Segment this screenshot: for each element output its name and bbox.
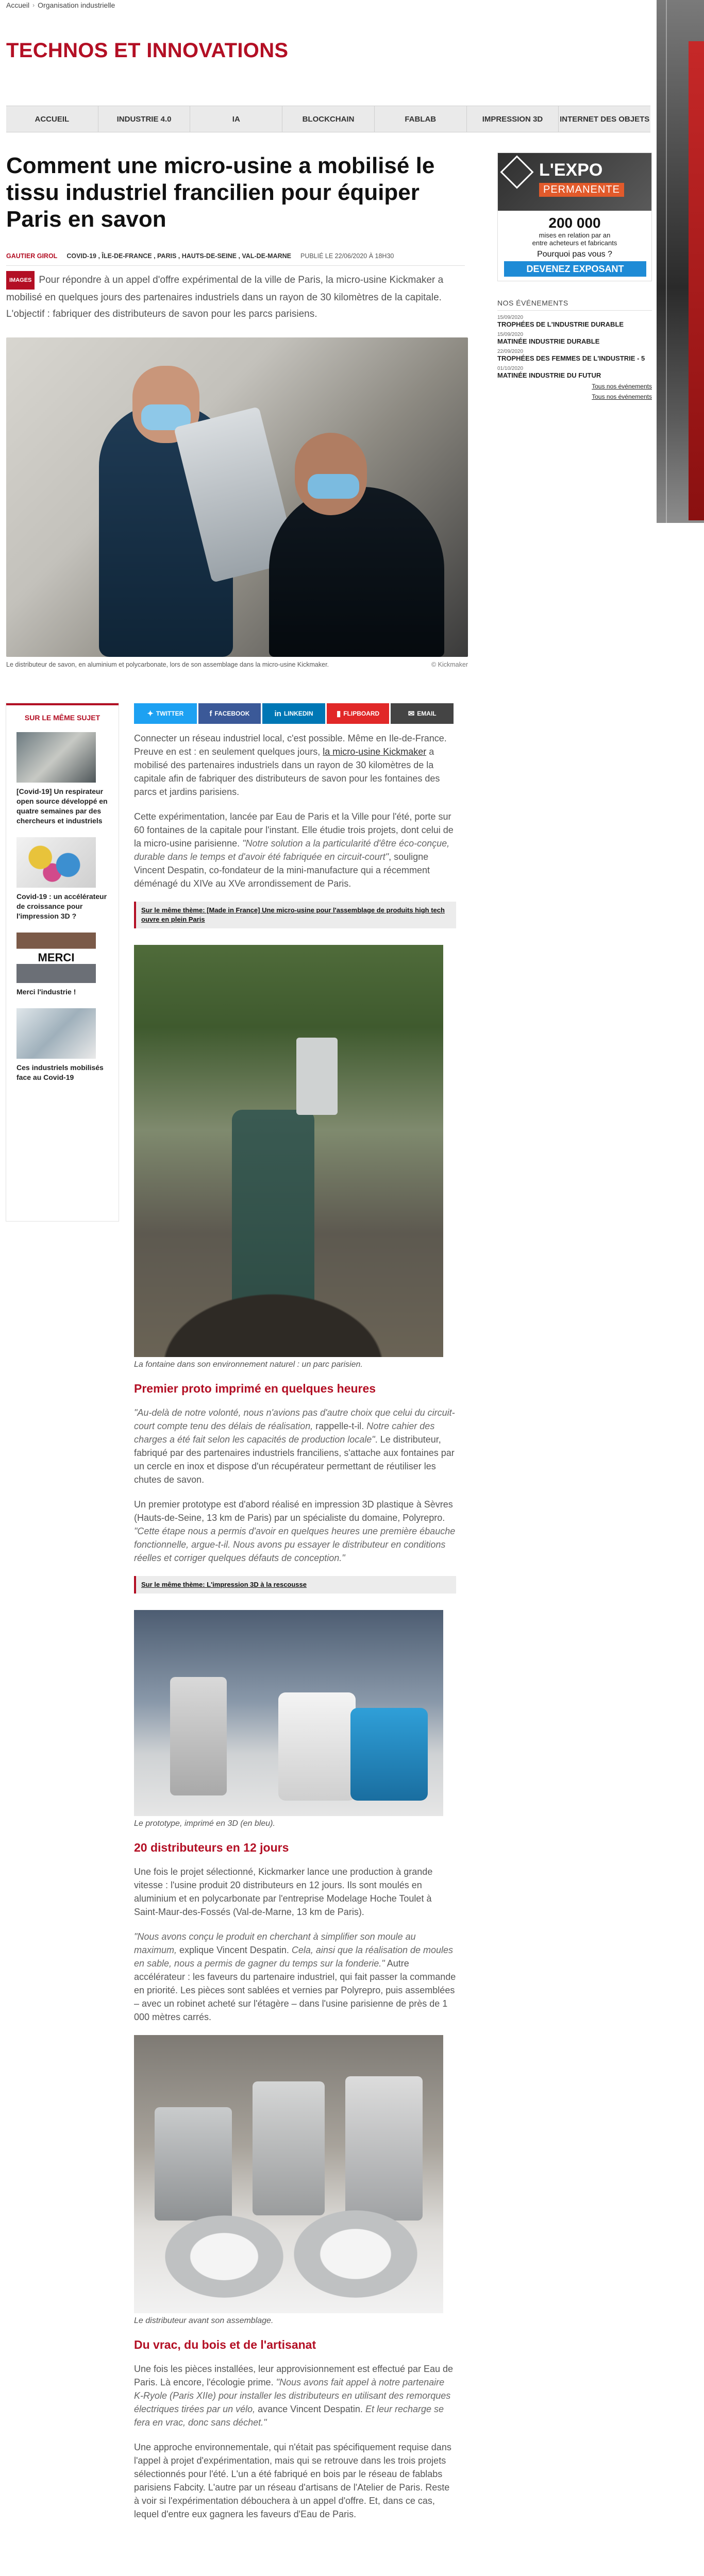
ad-desc-1: mises en relation par an (539, 231, 611, 239)
ring-2 (294, 2210, 417, 2298)
see-also-link[interactable]: Sur le même thème: [Made in France] Une micro-usine pour l'assemblage de produits high tech ouvre en plein Paris (134, 902, 456, 928)
share-linkedin-label: LINKEDIN (283, 710, 313, 717)
facebook-icon: f (209, 709, 212, 718)
paragraph-text: . Le distributeur, fabriqué par des partenaires industriels franciliens, s'attache aux fontaines par un cercle en inox et dispose d'un récupérateur permettant de réutiliser les chutes de savon. (134, 1434, 455, 1485)
paragraph-text: Autre accélérateur : les faveurs du partenaire industriel, qui fait passer la commande en priorité. Les pièces sont sablées et vernies par Polyrepro, puis assemblées – avec un robinet acheté sur l'étagère – dans l'usine parisienne de près de 1 000 mètres carrés. (134, 1958, 456, 2022)
events-heading: NOS ÉVÉNEMENTS (497, 299, 652, 311)
twitter-icon: ✦ (147, 709, 154, 718)
kickmaker-link[interactable]: la micro-usine Kickmaker (323, 747, 427, 757)
event-title[interactable]: TROPHÉES DES FEMMES DE L'INDUSTRIE - 5 (497, 354, 645, 362)
related-thumbnail[interactable] (16, 933, 96, 983)
share-flipboard-button[interactable] (327, 703, 390, 724)
paragraph-text: avance Vincent Despatin. (255, 2404, 365, 2414)
paragraph (134, 810, 456, 890)
hero-caption: Le distributeur de savon, en aluminium et polycarbonate, lors de son assemblage dans la micro-usine Kickmaker. (6, 661, 329, 668)
hero-credit: © Kickmaker (431, 661, 468, 668)
paragraph-text: a mobilisé des partenaires industriels dans un rayon de 30 kilomètres de la capitale afin de fabriquer des distributeurs de savon pour les fontaines des parcs et jardins parisiens. (134, 747, 440, 797)
background-banner-image (657, 0, 704, 523)
prototype-grey (170, 1677, 227, 1795)
share-linkedin-button[interactable] (262, 703, 325, 724)
dispenser-shape (296, 1038, 338, 1115)
paragraph (134, 732, 456, 799)
article-locations[interactable]: COVID-19 , ÎLE-DE-FRANCE , PARIS , HAUTS-DE-SEINE , VAL-DE-MARNE (66, 252, 291, 260)
section-heading: Premier proto imprimé en quelques heures (134, 1382, 376, 1395)
share-twitter-label: TWITTER (156, 710, 184, 717)
event-item[interactable] (497, 349, 652, 363)
paragraph-text: , souligne Vincent Despatin, co-fondateur de la mini-manufacture qui a récemment déménagé du XIVe au XVe arrondissement de Paris. (134, 852, 430, 889)
section-heading: Du vrac, du bois et de l'artisanat (134, 2338, 316, 2351)
prototype-blue (350, 1708, 428, 1801)
share-bar (134, 703, 454, 724)
divider (6, 265, 465, 266)
lead-text: Pour répondre à un appel d'offre expérimental de la ville de Paris, la micro-usine Kickmaker a mobilisé en quelques jours des partenaires industriels dans un rayon de 30 kilomètres de la capitale. L'objectif : fabriquer des distributeurs de savon pour les parcs parisiens. (6, 275, 444, 319)
paragraph-text: rappelle-t-il. (313, 1421, 367, 1431)
related-heading: SUR LE MÊME SUJET (24, 714, 100, 722)
related-item[interactable] (16, 1008, 108, 1082)
paragraph-text: Une fois les pièces installées, leur approvisionnement est effectué par Eau de Paris. Là encore, l'écologie prime. (134, 2364, 454, 2387)
event-title[interactable]: MATINÉE INDUSTRIE DU FUTUR (497, 371, 601, 379)
related-title[interactable]: Merci l'industrie ! (16, 988, 76, 996)
related-articles (6, 703, 119, 1221)
quote-text: Cela, ainsi que la réalisation de moules en sable, nous a permis de gagner du temps sur la fonderie." (134, 1945, 454, 1969)
paragraph (134, 1406, 456, 1486)
paragraph-text: Un premier prototype est d'abord réalisé en impression 3D plastique à Sèvres (Hauts-de-Seine, 13 km de Paris) par un spécialiste du domaine, Polyrepro. (134, 1499, 453, 1523)
paragraph-text: explique Vincent Despatin. (177, 1945, 292, 1955)
all-events-link[interactable]: Tous nos événements (592, 383, 652, 390)
article-title: Comment une micro-usine a mobilisé le tissu industriel francilien pour équiper Paris en savon (6, 153, 435, 232)
paragraph (134, 2362, 456, 2429)
nav-item-ia[interactable]: IA (190, 106, 282, 132)
photo-caption: La fontaine dans son environnement naturel : un parc parisien. (134, 1360, 363, 1369)
article-meta (6, 252, 465, 260)
ring-1 (165, 2215, 283, 2298)
share-email-label: EMAIL (417, 710, 437, 717)
related-thumbnail[interactable] (16, 1008, 96, 1059)
hero-mask-right (308, 474, 359, 499)
section-brand-title[interactable]: TECHNOS ET INNOVATIONS (6, 39, 289, 62)
quote-text: Notre cahier des charges a été fait selon les capacités de production locale" (134, 1421, 435, 1445)
related-title[interactable]: Covid-19 : un accélérateur de croissance pour l'impression 3D ? (16, 892, 107, 920)
ad-question: Pourquoi pas vous ? (537, 250, 612, 259)
chevron-right-icon: › (32, 2, 35, 9)
related-item[interactable] (16, 837, 108, 921)
paragraph: Une approche environnementale, qui n'était pas spécifiquement requise dans l'appel à projet d'expérimentation, mais qui se retrouve dans les trois projets sélectionnés pour l'été. L'un a été fabriqué en bois par le réseau de fablabs parisiens Fabcity. L'autre par un réseau d'artisans de l'Atelier de Paris. Reste à voir si l'expérimentation débouchera à un appel d'offre. Et, dans ce cas, lequel d'entre eux gagnera les faveurs d'Eau de Paris. (134, 2442, 451, 2519)
section-heading: 20 distributeurs en 12 jours (134, 1841, 289, 1854)
ad-header (498, 153, 651, 211)
part-1 (155, 2107, 232, 2221)
quote-text: "Au-delà de notre volonté, nous n'avions pas d'autre choix que celui du circuit-court compte tenu des délais de réalisation, (134, 1408, 455, 1431)
nav-item-internet-des-objets[interactable]: INTERNET DES OBJETS (560, 114, 650, 124)
event-title[interactable]: TROPHÉES DE L'INDUSTRIE DURABLE (497, 320, 624, 328)
related-thumbnail[interactable] (16, 732, 96, 783)
paragraph-text: Cette expérimentation, lancée par Eau de Paris et la Ville pour l'été, porte sur 60 fontaines de la capitale pour l'instant. Elle étudie trois projets, dont celui de la micro-usine parisienne. (134, 811, 454, 849)
publish-date: PUBLIÉ LE 22/06/2020 À 18H30 (300, 252, 394, 260)
related-item[interactable] (16, 933, 108, 997)
event-item[interactable] (497, 332, 652, 346)
flipboard-icon: ▮ (336, 709, 341, 718)
event-date: 22/09/2020 (497, 349, 524, 354)
prototype-white (278, 1692, 356, 1801)
banner-line (666, 0, 667, 523)
share-email-button[interactable] (391, 703, 454, 724)
share-facebook-label: FACEBOOK (214, 710, 250, 717)
nav-item-accueil[interactable]: ACCUEIL (6, 106, 98, 132)
event-date: 15/09/2020 (497, 315, 524, 320)
nav-item-impression-3d[interactable]: IMPRESSION 3D (467, 106, 559, 132)
events-links (497, 383, 652, 400)
related-title[interactable]: Ces industriels mobilisés face au Covid-19 (16, 1063, 104, 1081)
images-badge[interactable]: IMAGES (6, 271, 35, 290)
hero-image[interactable] (6, 337, 468, 657)
paragraph: Une fois le projet sélectionné, Kickmarker lance une production à grande vitesse : l'usine produit 20 distributeurs en 12 jours. Ils sont moulés en aluminium et en polycarbonate par l'entreprise Modelage Hoche Toulet à Saint-Maur-des-Fossés (Val-de-Marne, 13 km de Paris). (134, 1867, 433, 1917)
event-title[interactable]: MATINÉE INDUSTRIE DURABLE (497, 337, 600, 345)
breadcrumb-section[interactable]: Organisation industrielle (38, 1, 115, 9)
event-date: 01/10/2020 (497, 366, 524, 371)
breadcrumb-home[interactable]: Accueil (6, 1, 30, 9)
ad-brand: L'EXPO (539, 160, 603, 180)
ad-expo-permanente[interactable] (497, 152, 652, 281)
prototype-photo[interactable] (134, 1610, 443, 1816)
see-also-link[interactable]: Sur le même thème: L'impression 3D à la rescousse (134, 1576, 456, 1594)
share-facebook-button[interactable] (198, 703, 261, 724)
share-flipboard-label: FLIPBOARD (343, 710, 380, 717)
nav-item-fablab[interactable]: FABLAB (375, 106, 467, 132)
paragraph-text: Connecter un réseau industriel local, c'est possible. Même en Ile-de-France. Preuve en est : en seulement quelques jours, (134, 733, 447, 757)
quote-text: "Nous avons conçu le produit en cherchant à simplifier son moule au maximum, (134, 1931, 416, 1955)
grate-shape (134, 1254, 443, 1357)
share-twitter-button[interactable] (134, 703, 197, 724)
event-date: 15/09/2020 (497, 332, 524, 337)
part-3 (345, 2076, 423, 2221)
all-events-link-2[interactable]: Tous nos événements (592, 393, 652, 400)
nav-item-blockchain[interactable]: BLOCKCHAIN (282, 106, 375, 132)
paragraph (134, 1498, 456, 1565)
merci-thumbnail-text: MERCI (38, 951, 75, 964)
section-nav (6, 106, 650, 132)
breadcrumb (6, 1, 115, 9)
ad-desc-2: entre acheteurs et fabricants (532, 239, 617, 247)
quote-text: "Cette étape nous a permis d'avoir en quelques heures une première ébauche fonctionnelle, argue-t-il. Nous avons pu essayer le distributeur en conditions réelles et corriger quelques défauts de conception." (134, 1526, 456, 1563)
paragraph (134, 1930, 456, 2024)
banner-red-band (689, 41, 704, 520)
article-lead (6, 271, 470, 323)
email-icon: ✉ (408, 709, 415, 718)
photo-caption: Le prototype, imprimé en 3D (en bleu). (134, 1819, 275, 1828)
nav-item-industrie-40[interactable]: INDUSTRIE 4.0 (98, 106, 191, 132)
related-item[interactable] (16, 732, 108, 826)
quote-text: Et leur recharge se fera en vrac, donc sans déchet." (134, 2404, 444, 2428)
linkedin-icon: in (274, 709, 281, 718)
article-body (134, 732, 456, 2532)
related-thumbnail[interactable] (16, 837, 96, 888)
assembly-photo[interactable] (134, 2035, 443, 2313)
ad-cta-button[interactable]: DEVENEZ EXPOSANT (504, 261, 646, 277)
event-item[interactable] (497, 366, 652, 380)
ad-sub: PERMANENTE (539, 183, 624, 197)
expo-logo-icon (500, 155, 533, 189)
hero-person-right (269, 487, 444, 657)
quote-text: "Nous avons fait appel à notre partenaire K-Ryole (Paris XIIe) pour installer les distributeurs en utilisant des remorques électriques tirées par un vélo, (134, 2377, 451, 2414)
author-link[interactable]: GAUTIER GIROL (6, 252, 58, 260)
photo-caption: Le distributeur avant son assemblage. (134, 2316, 274, 2325)
quote-text: "Notre solution a la particularité d'être éco-conçue, durable dans le temps et d'avoir été fabriquée en circuit-court" (134, 838, 450, 862)
ad-number: 200 000 (548, 215, 601, 231)
events-widget (497, 299, 652, 403)
part-2 (253, 2081, 325, 2215)
fountain-photo[interactable] (134, 945, 443, 1357)
event-item[interactable] (497, 315, 652, 329)
related-title[interactable]: [Covid-19] Un respirateur open source développé en quatre semaines par des chercheurs et industriels (16, 787, 108, 825)
hero-caption-row (6, 661, 468, 668)
